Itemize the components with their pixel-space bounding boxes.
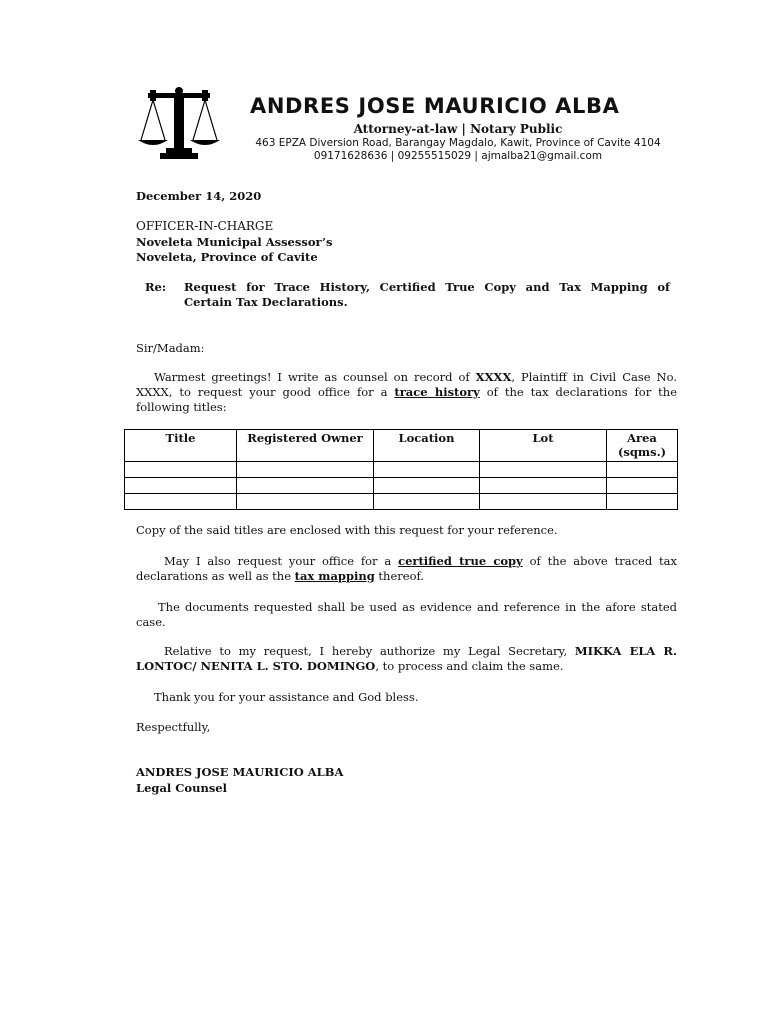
- paragraph-copy-note: Copy of the said titles are enclosed with this request for your reference.: [136, 523, 558, 537]
- recipient-office: Noveleta Municipal Assessor’s: [136, 235, 333, 249]
- table-row: [125, 494, 678, 510]
- column-header-title: Title: [125, 430, 237, 462]
- table-cell: [237, 462, 374, 478]
- signature-role: Legal Counsel: [136, 781, 227, 795]
- recipient-location: Noveleta, Province of Cavite: [136, 250, 318, 264]
- table-cell: [125, 462, 237, 478]
- table-cell: [237, 478, 374, 494]
- certified-true-copy-term: certified true copy: [398, 554, 523, 568]
- table-cell: [607, 478, 678, 494]
- authorized-secretaries: MIKKA ELA R. LONTOC/ NENITA L. STO. DOMINGO: [136, 644, 677, 673]
- letterhead-contact: 09171628636 | 09255515029 | ajmalba21@gmail.com: [313, 150, 603, 162]
- column-header-registered-owner: Registered Owner: [237, 430, 374, 462]
- scales-of-justice-icon: [136, 84, 222, 164]
- column-header-location: Location: [374, 430, 480, 462]
- table-cell: [480, 494, 607, 510]
- table-cell: [607, 462, 678, 478]
- table-cell: [607, 494, 678, 510]
- table-row: [125, 462, 678, 478]
- table-cell: [374, 462, 480, 478]
- re-subject-line-2: Certain Tax Declarations.: [184, 295, 348, 309]
- letterhead-title: Attorney-at-law | Notary Public: [353, 122, 563, 136]
- table-cell: [237, 494, 374, 510]
- re-label: Re:: [145, 280, 167, 294]
- table-cell: [480, 462, 607, 478]
- paragraph-authorization: Relative to my request, I hereby authorize my Legal Secretary, MIKKA ELA R. LONTOC/ NENITA L. STO. DOMINGO, to process and claim the same.: [136, 644, 677, 673]
- paragraph-greeting: Warmest greetings! I write as counsel on record of XXXX, Plaintiff in Civil Case No. XXXX, to request your good office for a trace history of the tax declarations for the following titles:: [136, 370, 677, 414]
- trace-history-term: trace history: [394, 385, 480, 399]
- re-subject-line-1: Request for Trace History, Certified True Copy and Tax Mapping of: [184, 280, 670, 294]
- paragraph-purpose: The documents requested shall be used as evidence and reference in the afore stated case.: [136, 600, 677, 629]
- table-cell: [125, 478, 237, 494]
- table-header-row: [125, 430, 678, 462]
- table-cell: [125, 494, 237, 510]
- recipient-title: OFFICER-IN-CHARGE: [136, 219, 274, 233]
- signature-name: ANDRES JOSE MAURICIO ALBA: [136, 765, 344, 779]
- salutation: Sir/Madam:: [136, 341, 205, 355]
- table-row: [125, 478, 678, 494]
- table-cell: [480, 478, 607, 494]
- client-name: XXXX: [475, 370, 512, 384]
- letterhead-address: 463 EPZA Diversion Road, Barangay Magdalo, Kawit, Province of Cavite 4104: [255, 137, 661, 149]
- paragraph-certified-copy: May I also request your office for a certified true copy of the above traced tax declarations as well as the tax mapping thereof.: [136, 554, 677, 583]
- table-cell: [374, 478, 480, 494]
- paragraph-thanks: Thank you for your assistance and God bless.: [154, 690, 419, 704]
- titles-table: [124, 429, 678, 510]
- tax-mapping-term: tax mapping: [294, 569, 375, 583]
- letterhead-name: ANDRES JOSE MAURICIO ALBA: [250, 94, 620, 118]
- closing: Respectfully,: [136, 720, 211, 734]
- column-header-area: Area (sqms.): [607, 430, 678, 462]
- table-cell: [374, 494, 480, 510]
- letter-date: December 14, 2020: [136, 189, 262, 203]
- column-header-lot: Lot: [480, 430, 607, 462]
